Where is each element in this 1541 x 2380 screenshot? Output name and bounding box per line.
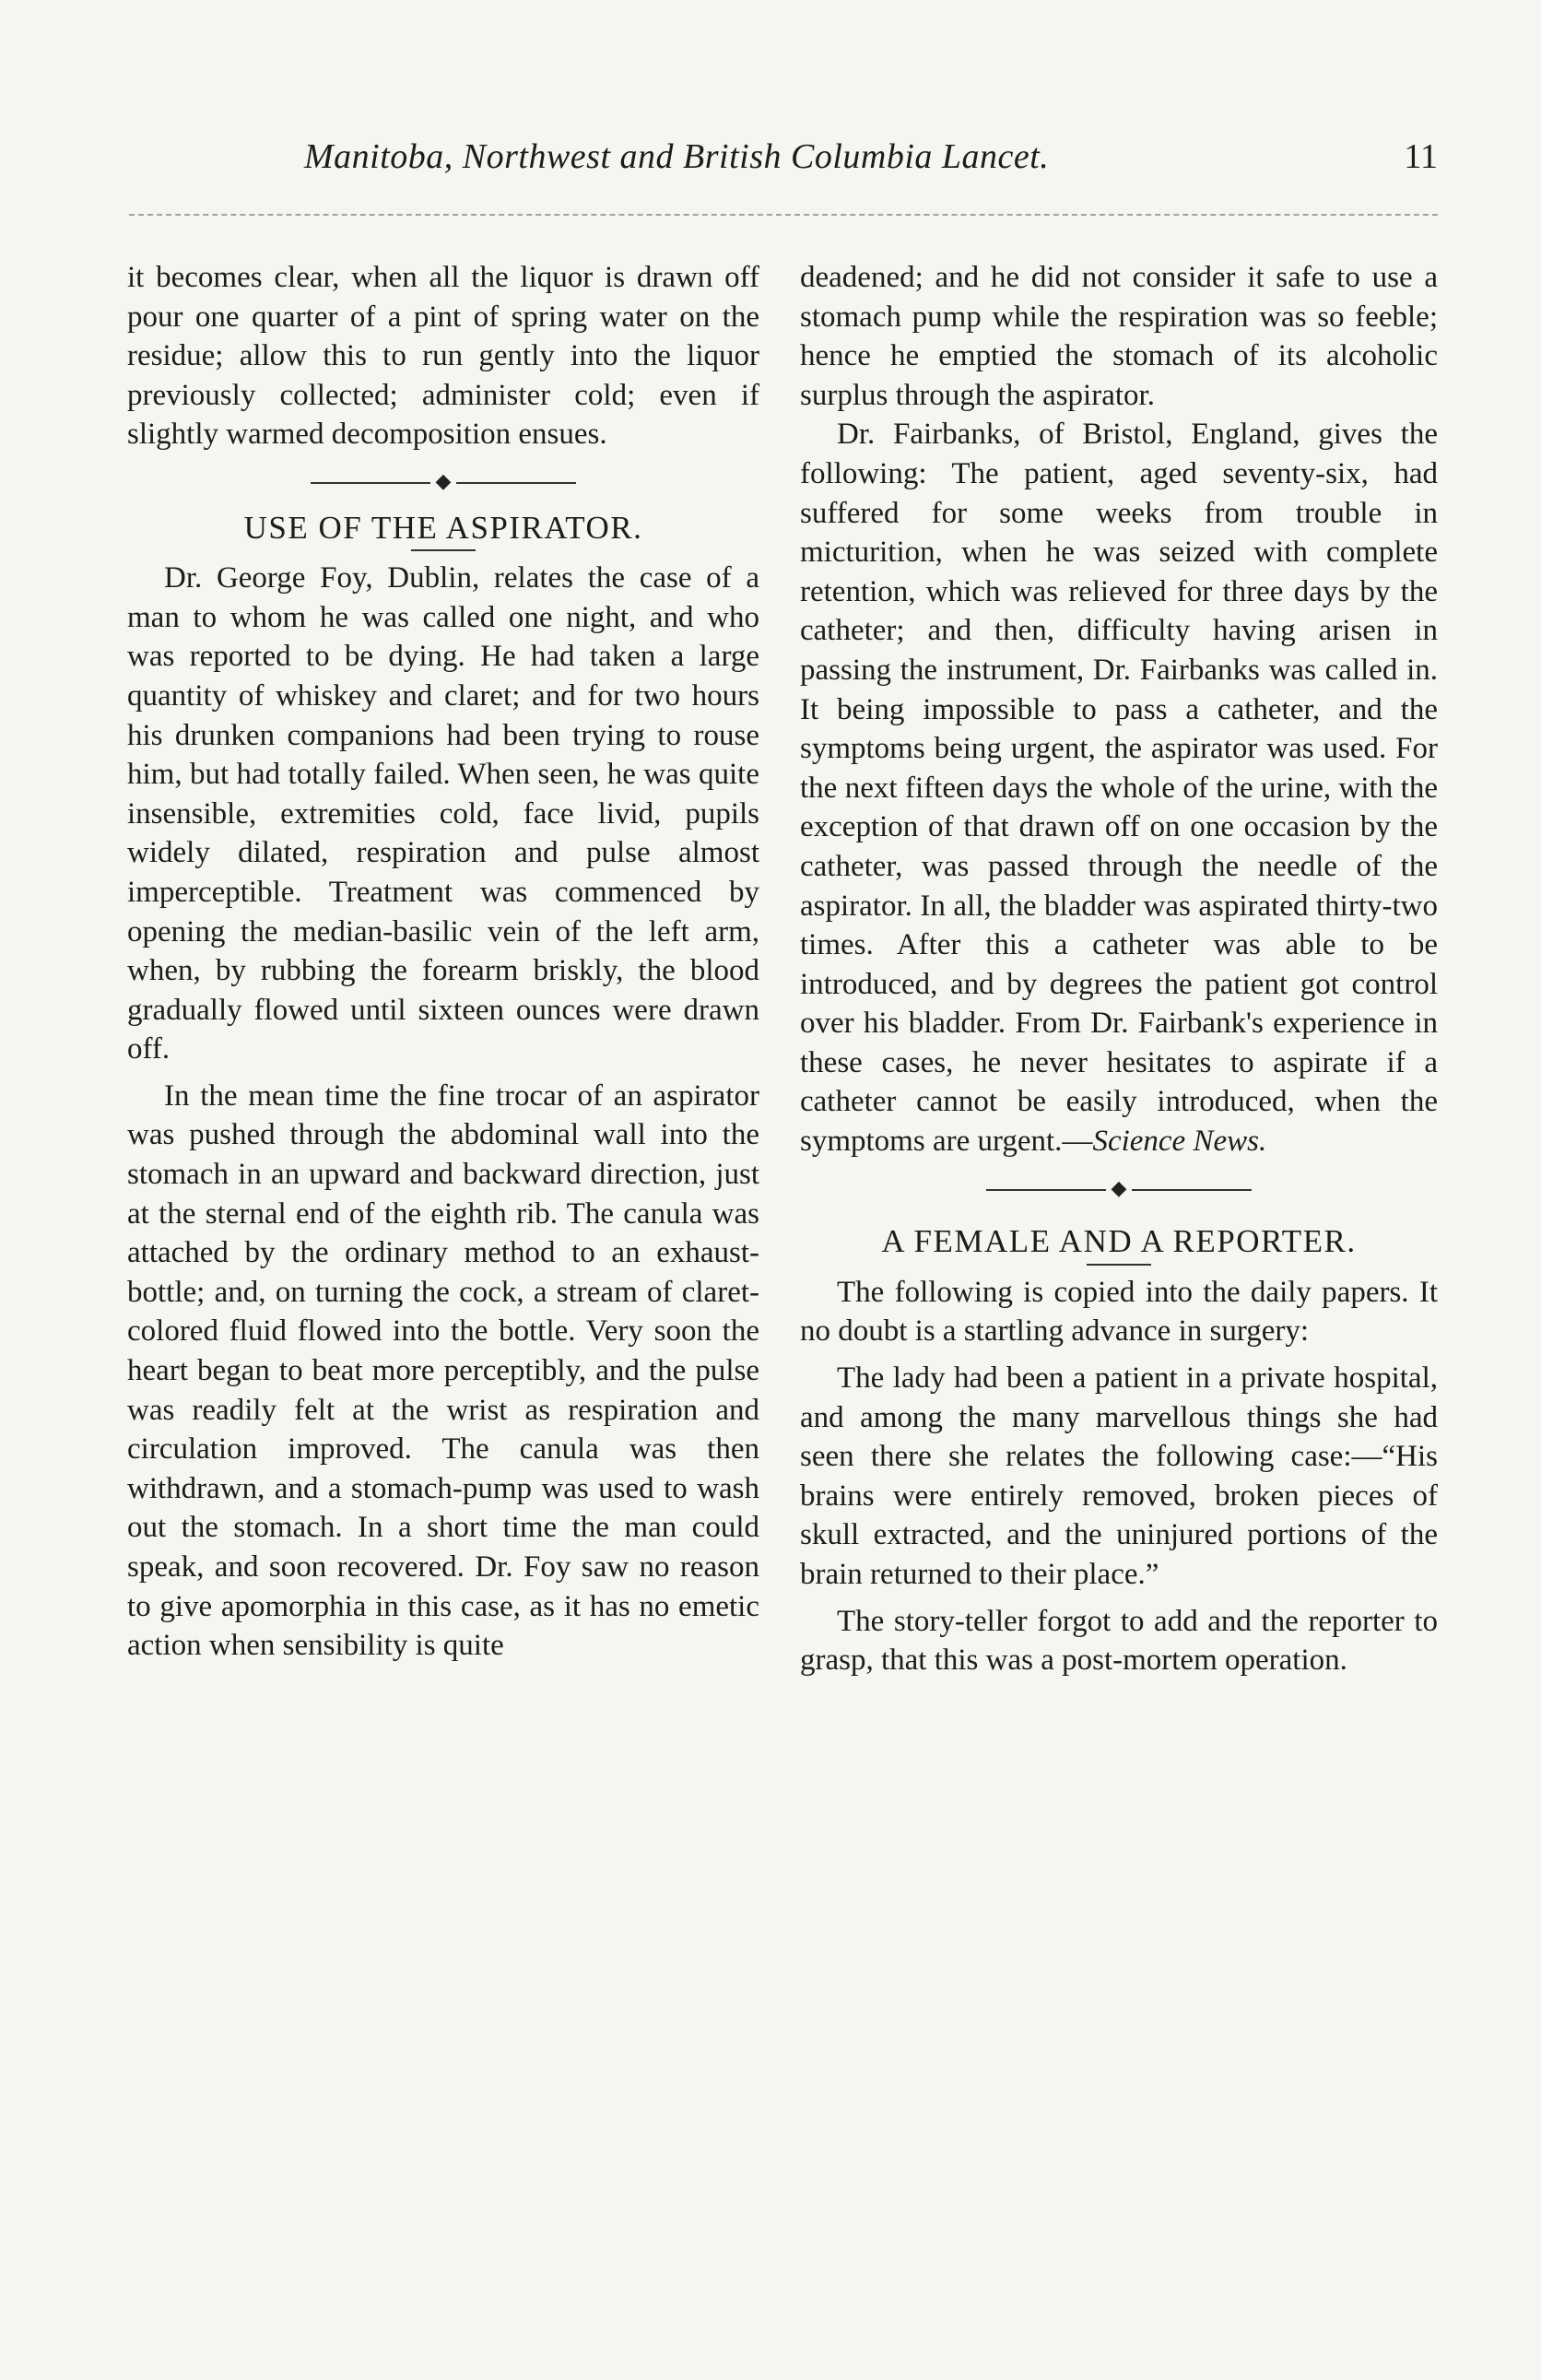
section-title-female-reporter: A FEMALE AND A REPORTER. [881,1223,1357,1260]
fairbanks-text: Dr. Fairbanks, of Bristol, England, gives the following: The patient, aged seventy-six, had suffered for some weeks from trouble in micturition, when he was seized with complete retention, which was relieved for three days by the catheter; and then, difficulty having arisen in passing the instrument, Dr. Fairbanks was called in. It being impossible to pass a catheter, and the symptoms being urgent, the aspirator was used. For the next fifteen days the whole of the urine, with the exception of that drawn off on one occasion by the catheter, was passed through the needle of the aspirator. In all, the bladder was aspirated thirty-two times. After this a catheter was able to be introduced, and by degrees the patient got control over his bladder. From Dr. Fairbank's experience in these cases, he never hesitates to aspirate if a catheter cannot be easily introduced, when the symptoms are urgent.— [800,418,1438,1159]
page-number: 11 [1404,137,1438,176]
title-underline [411,549,476,551]
reporter-paragraph-2: The lady had been a patient in a private hospital, and among the many marvellous things she had seen there she relates the following case:—“His brains were entirely removed, broken pieces of skull extracted, and the uninjured portions of the brain returned to their place.” [800,1361,1438,1591]
reporter-paragraph-3: The story-teller forgot to add and the reporter to grasp, that this was a post-mortem operation. [800,1604,1438,1678]
right-column [800,258,1438,1680]
title-underline [1087,1264,1151,1266]
aspirator-paragraph-1: Dr. George Foy, Dublin, relates the case of a man to whom he was called one night, and who was reported to be dying. He had taken a large quantity of whiskey and claret; and for two hours his drunken companions had been trying to rouse him, but had totally failed. When seen, he was quite insensible, extremities cold, face livid, pupils widely dilated, respiration and pulse almost imperceptible. Treatment was commenced by opening the median-basilic vein of the left arm, when, by rubbing the forearm briskly, the blood gradually flowed until sixteen ounces were drawn off. [127,561,759,1066]
ornament-divider: ◆ [127,462,759,501]
reporter-paragraph-1: The following is copied into the daily papers. It no doubt is a startling advance in surgery: [800,1275,1438,1349]
source-attribution: Science News. [1092,1125,1267,1159]
fairbanks-paragraph [800,415,1438,1161]
intro-paragraph: it becomes clear, when all the liquor is drawn off pour one quarter of a pint of spring water on the residue; allow this to run gently into the liquor previously collected; administer cold; even if slightly warmed decomposition ensues. [127,261,759,452]
left-column [127,258,759,1666]
header-rule [129,214,1438,216]
ornament-divider: ◆ [800,1169,1438,1208]
running-title: Manitoba, Northwest and British Columbia Lancet. [304,137,1050,176]
continuation-paragraph: deadened; and he did not consider it safe to use a stomach pump while the respiration was so feeble; hence he emptied the stomach of its alcoholic surplus through the aspirator. [800,261,1438,412]
aspirator-paragraph-2: In the mean time the fine trocar of an aspirator was pushed through the abdominal wall into the stomach in an upward and backward direction, just at the sternal end of the eighth rib. The canula was attached by the ordinary method to an exhaust-bottle; and, on turning the cock, a stream of claret-colored fluid flowed into the bottle. Very soon the heart began to beat more perceptibly, and the pulse was readily felt at the wrist as respiration and circulation improved. The canula was then withdrawn, and a stomach-pump was used to wash out the stomach. In a short time the man could speak, and soon recovered. Dr. Foy saw no reason to give apomorphia in this case, as it has no emetic action when sensibility is quite [127,1078,759,1663]
section-title-aspirator: USE OF THE ASPIRATOR. [243,509,643,546]
